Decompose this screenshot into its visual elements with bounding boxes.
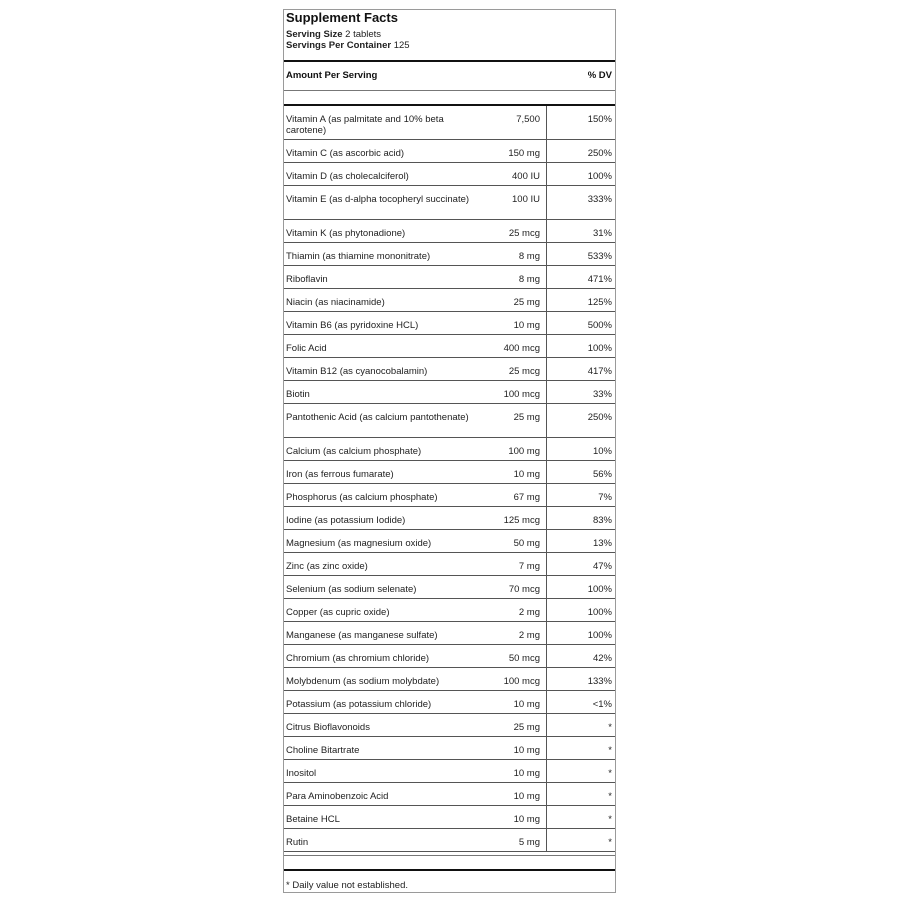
nutrient-row [284, 760, 615, 783]
nutrient-daily-value: 471% [546, 266, 615, 288]
nutrient-amount: 125 mcg [503, 515, 540, 526]
nutrient-row [284, 289, 615, 312]
nutrient-name: Choline Bitartrate [286, 745, 360, 756]
nutrient-row [284, 507, 615, 530]
top-rule [284, 60, 615, 62]
nutrient-amount: 400 IU [512, 171, 540, 182]
nutrient-amount: 70 mcg [508, 584, 540, 595]
nutrient-name: Vitamin B12 (as cyanocobalamin) [286, 366, 428, 377]
nutrient-name: Vitamin D (as cholecalciferol) [286, 171, 409, 182]
nutrient-amount: 67 mg [513, 492, 540, 503]
nutrient-amount: 2 mg [518, 630, 540, 641]
nutrient-daily-value: 333% [546, 186, 615, 219]
nutrient-name: Vitamin K (as phytonadione) [286, 228, 406, 239]
nutrient-row [284, 691, 615, 714]
nutrient-name: Para Aminobenzoic Acid [286, 791, 389, 802]
nutrient-row [284, 461, 615, 484]
nutrient-daily-value: 47% [546, 553, 615, 575]
nutrient-row [284, 599, 615, 622]
nutrient-amount: 2 mg [518, 607, 540, 618]
nutrient-row [284, 358, 615, 381]
nutrient-amount: 10 mg [513, 768, 540, 779]
nutrient-row [284, 783, 615, 806]
nutrient-name: Riboflavin [286, 274, 328, 285]
nutrient-name: Betaine HCL [286, 814, 340, 825]
nutrient-amount: 25 mg [513, 412, 540, 423]
nutrient-row [284, 335, 615, 358]
nutrient-row [284, 243, 615, 266]
nutrient-daily-value: * [546, 806, 615, 828]
nutrient-row [284, 106, 615, 140]
nutrient-amount: 25 mg [513, 297, 540, 308]
serving-info [286, 29, 410, 51]
nutrient-row [284, 312, 615, 335]
amount-per-serving-header: Amount Per Serving [286, 70, 378, 81]
nutrient-daily-value: 100% [546, 576, 615, 598]
nutrient-name: Magnesium (as magnesium oxide) [286, 538, 432, 549]
nutrient-amount: 25 mcg [508, 228, 540, 239]
nutrient-amount: 25 mg [513, 722, 540, 733]
nutrient-amount: 50 mcg [508, 653, 540, 664]
nutrient-name: Chromium (as chromium chloride) [286, 653, 430, 664]
nutrient-daily-value: 56% [546, 461, 615, 483]
nutrient-amount: 100 IU [512, 194, 540, 205]
nutrient-row [284, 163, 615, 186]
servings-per-container-value: 125 [393, 40, 410, 51]
nutrient-daily-value: 100% [546, 622, 615, 644]
nutrient-name: Vitamin B6 (as pyridoxine HCL) [286, 320, 419, 331]
nutrient-amount: 10 mg [513, 469, 540, 480]
nutrient-daily-value: 10% [546, 438, 615, 460]
nutrient-daily-value: * [546, 783, 615, 805]
nutrient-row [284, 220, 615, 243]
nutrient-amount: 5 mg [518, 837, 540, 848]
nutrient-amount: 10 mg [513, 791, 540, 802]
nutrient-daily-value: * [546, 737, 615, 759]
nutrient-daily-value: <1% [546, 691, 615, 713]
servings-per-container-label: Servings Per Container [286, 40, 392, 51]
nutrient-row [284, 381, 615, 404]
nutrient-daily-value: 150% [546, 106, 615, 139]
nutrient-daily-value: 100% [546, 599, 615, 621]
nutrient-name: Citrus Bioflavonoids [286, 722, 370, 733]
nutrient-name: Calcium (as calcium phosphate) [286, 446, 422, 457]
nutrient-daily-value: 7% [546, 484, 615, 506]
daily-value-header: % DV [587, 70, 612, 81]
nutrient-name: Vitamin C (as ascorbic acid) [286, 148, 405, 159]
nutrient-row [284, 645, 615, 668]
nutrient-amount: 100 mcg [503, 676, 540, 687]
nutrient-name: Zinc (as zinc oxide) [286, 561, 368, 572]
nutrient-name: Niacin (as niacinamide) [286, 297, 385, 308]
nutrient-name: Pantothenic Acid (as calcium pantothenate) [286, 412, 469, 423]
nutrient-row [284, 806, 615, 829]
nutrient-daily-value: 533% [546, 243, 615, 265]
nutrient-row [284, 266, 615, 289]
panel-title: Supplement Facts [286, 10, 398, 25]
nutrient-amount: 7 mg [518, 561, 540, 572]
nutrient-row [284, 553, 615, 576]
nutrient-name: Inositol [286, 768, 317, 779]
nutrient-name: Rutin [286, 837, 309, 848]
nutrient-amount: 400 mcg [503, 343, 540, 354]
nutrient-row [284, 186, 615, 220]
nutrient-row [284, 829, 615, 852]
nutrient-daily-value: * [546, 760, 615, 782]
nutrient-row [284, 484, 615, 507]
nutrient-daily-value: 417% [546, 358, 615, 380]
nutrient-row [284, 576, 615, 599]
nutrient-daily-value: 125% [546, 289, 615, 311]
nutrient-daily-value: * [546, 829, 615, 851]
nutrient-daily-value: 500% [546, 312, 615, 334]
nutrient-name: Folic Acid [286, 343, 327, 354]
nutrient-name: Iodine (as potassium Iodide) [286, 515, 406, 526]
nutrient-row [284, 438, 615, 461]
nutrient-amount: 150 mg [508, 148, 540, 159]
nutrient-daily-value: 133% [546, 668, 615, 690]
nutrient-daily-value: * [546, 714, 615, 736]
nutrient-daily-value: 100% [546, 163, 615, 185]
nutrient-amount: 50 mg [513, 538, 540, 549]
nutrient-name: Biotin [286, 389, 310, 400]
nutrient-row [284, 140, 615, 163]
header-divider [284, 90, 615, 91]
nutrient-row [284, 737, 615, 760]
servings-per-container [286, 40, 410, 51]
nutrient-amount: 8 mg [518, 274, 540, 285]
nutrient-row [284, 714, 615, 737]
nutrient-daily-value: 42% [546, 645, 615, 667]
nutrient-amount: 10 mg [513, 814, 540, 825]
serving-size-label: Serving Size [286, 29, 343, 40]
nutrient-amount: 10 mg [513, 745, 540, 756]
nutrient-daily-value: 83% [546, 507, 615, 529]
nutrient-name: Phosphorus (as calcium phosphate) [286, 492, 438, 503]
nutrient-name: Thiamin (as thiamine mononitrate) [286, 251, 431, 262]
nutrient-amount: 7,500 [516, 114, 540, 125]
nutrient-daily-value: 250% [546, 140, 615, 162]
nutrient-row [284, 622, 615, 645]
nutrient-daily-value: 250% [546, 404, 615, 437]
nutrient-amount: 8 mg [518, 251, 540, 262]
nutrient-name: Copper (as cupric oxide) [286, 607, 390, 618]
nutrient-name: Vitamin A (as palmitate and 10% beta carotene) [286, 114, 444, 136]
nutrient-name: Iron (as ferrous fumarate) [286, 469, 394, 480]
nutrient-amount: 100 mcg [503, 389, 540, 400]
nutrient-row [284, 530, 615, 553]
footnote: * Daily value not established. [286, 880, 408, 891]
nutrient-name: Selenium (as sodium selenate) [286, 584, 417, 595]
nutrient-amount: 10 mg [513, 699, 540, 710]
bottom-divider [284, 855, 615, 856]
serving-size-value: 2 tablets [345, 29, 382, 40]
nutrient-name: Manganese (as manganese sulfate) [286, 630, 438, 641]
nutrient-daily-value: 13% [546, 530, 615, 552]
nutrient-row [284, 668, 615, 691]
serving-size [286, 29, 410, 40]
nutrient-daily-value: 31% [546, 220, 615, 242]
supplement-facts-panel [283, 9, 616, 893]
nutrient-daily-value: 100% [546, 335, 615, 357]
nutrient-daily-value: 33% [546, 381, 615, 403]
nutrient-name: Potassium (as potassium chloride) [286, 699, 432, 710]
nutrient-amount: 25 mcg [508, 366, 540, 377]
nutrient-amount: 10 mg [513, 320, 540, 331]
nutrient-row [284, 404, 615, 438]
nutrient-name: Molybdenum (as sodium molybdate) [286, 676, 440, 687]
nutrient-name: Vitamin E (as d-alpha tocopheryl succinate) [286, 194, 470, 205]
bottom-rule [284, 869, 615, 871]
nutrient-amount: 100 mg [508, 446, 540, 457]
